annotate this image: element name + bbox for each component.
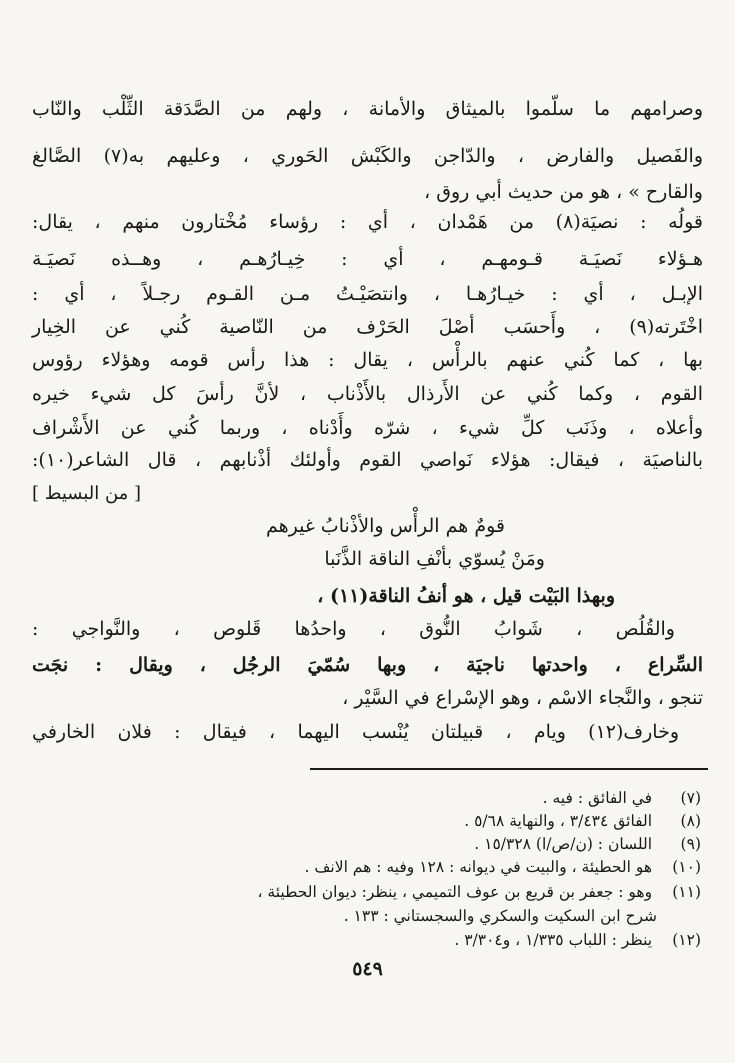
footnote-text: اللسان : (ن/ص/ا) ١٥/٣٢٨ . (474, 835, 653, 853)
verse-hemistich-1: قومٌ هم الرأْس والأذْنابُ غيرهم (265, 515, 505, 537)
footnote (32, 929, 701, 951)
footnote-number: (٨) (680, 812, 701, 830)
text-line: القوم ، وكما كُني عن الأَرذال بالأَذْناب ، لأنَّ رأسَ كل شيء خيره (32, 383, 703, 405)
text-line: وصرامهم ما سلّموا بالميثاق والأمانة ، ولهم من الصَّدَقة الثِّلْب والنّاب (32, 98, 703, 120)
text-line: اخْتَرته(٩) ، وأَحسَب أصْلَ الحَرْف من النّاصية كُني عن الخِيار (32, 316, 703, 338)
footnote (32, 810, 701, 832)
text-line: والقارح » ، هو من حديث أبي روق ، (424, 181, 703, 203)
text-line: والقُلُص ، شَوابُ النُّوق ، واحدُها قَلوص ، والنَّواجي : (32, 618, 675, 640)
text-line: السِّراع ، واحدتها ناجيَة ، وبها سُمّيَ الرجُل ، ويقال : نجَت (32, 654, 703, 676)
text-line: وبهذا البَيْت قيل ، هو أنفُ الناقة(١١) ، (317, 585, 615, 607)
text-line: وخارف(١٢) ويام ، قبيلتان يُنْسب اليهما ، فيقال : فلان الخارفي (32, 721, 679, 743)
text-line: والفَصيل والفارض ، والدّاجن والكَبْش الحَوري ، وعليهم به(٧) الصَّالغ (32, 145, 704, 167)
verse-hemistich-2: ومَنْ يُسوّي بأنْفِ الناقة الذَّنَبا (324, 548, 545, 570)
footnote-text: ينظر : اللباب ١/٣٣٥ ، و٣/٣٠٤ . (454, 931, 653, 949)
footnote (32, 833, 701, 855)
footnote-number: (٧) (680, 789, 701, 807)
footnote-number: (١٠) (672, 858, 701, 876)
footnote-text: وهو : جعفر بن قريع بن عوف التميمي ، ينظر: ديوان الحطيئة ، (257, 883, 653, 901)
text-line: بها ، كما كُني عنهم بالرأْس ، يقال : هذا رأس قومه وهؤلاء رؤوس (32, 349, 703, 371)
footnote-text: هو الحطيئة ، والبيت في ديوانه : ١٢٨ وفيه : هم الانف . (304, 858, 653, 876)
footnote-number: (٩) (680, 835, 701, 853)
footnote-number: (١١) (672, 883, 701, 901)
footnote-number: (١٢) (672, 931, 701, 949)
text-line: وأعلاه ، وذَنَب كلِّ شيء ، شرّه وأَدْناه ، وربما كُني عن الأَشْراف (32, 417, 703, 439)
text-line: قولُه : نصيَة(٨) من هَمْدان ، أي : رؤساء مُخْتارون منهم ، يقال: (32, 211, 703, 233)
footnote-text: في الفائق : فيه . (542, 789, 653, 807)
footnote (32, 856, 701, 878)
text-line: هـؤلاء نَصيَـة قـومهـم ، أي : خِيـارُهـم ، وهــذه نَصيَـة (32, 248, 703, 270)
page-number: ٥٤٩ (352, 958, 383, 980)
footnote (32, 881, 701, 903)
verse-meter-label: [ من البسيط ] (32, 483, 142, 504)
text-line: بالناصيَة ، فيقال: هؤلاء نَواصي القوم وأولئك أذْنابهم ، قال الشاعر(١٠): (32, 449, 703, 471)
footnote-divider (310, 768, 708, 770)
footnote-text: الفائق ٣/٤٣٤ ، والنهاية ٥/٦٨ . (464, 812, 653, 830)
footnote-continuation: شرح ابن السكيت والسكري والسجستاني : ١٣٣ . (343, 907, 657, 925)
footnote (32, 787, 701, 809)
text-line: الإبـل ، أي : خيـارُهـا ، وانتصَيْـتُ مـن القـوم رجـلاً ، أي : (32, 283, 703, 305)
text-line: تنجو ، والنَّجاء الاسْم ، وهو الإسْراع في السَّيْر ، (342, 687, 703, 709)
